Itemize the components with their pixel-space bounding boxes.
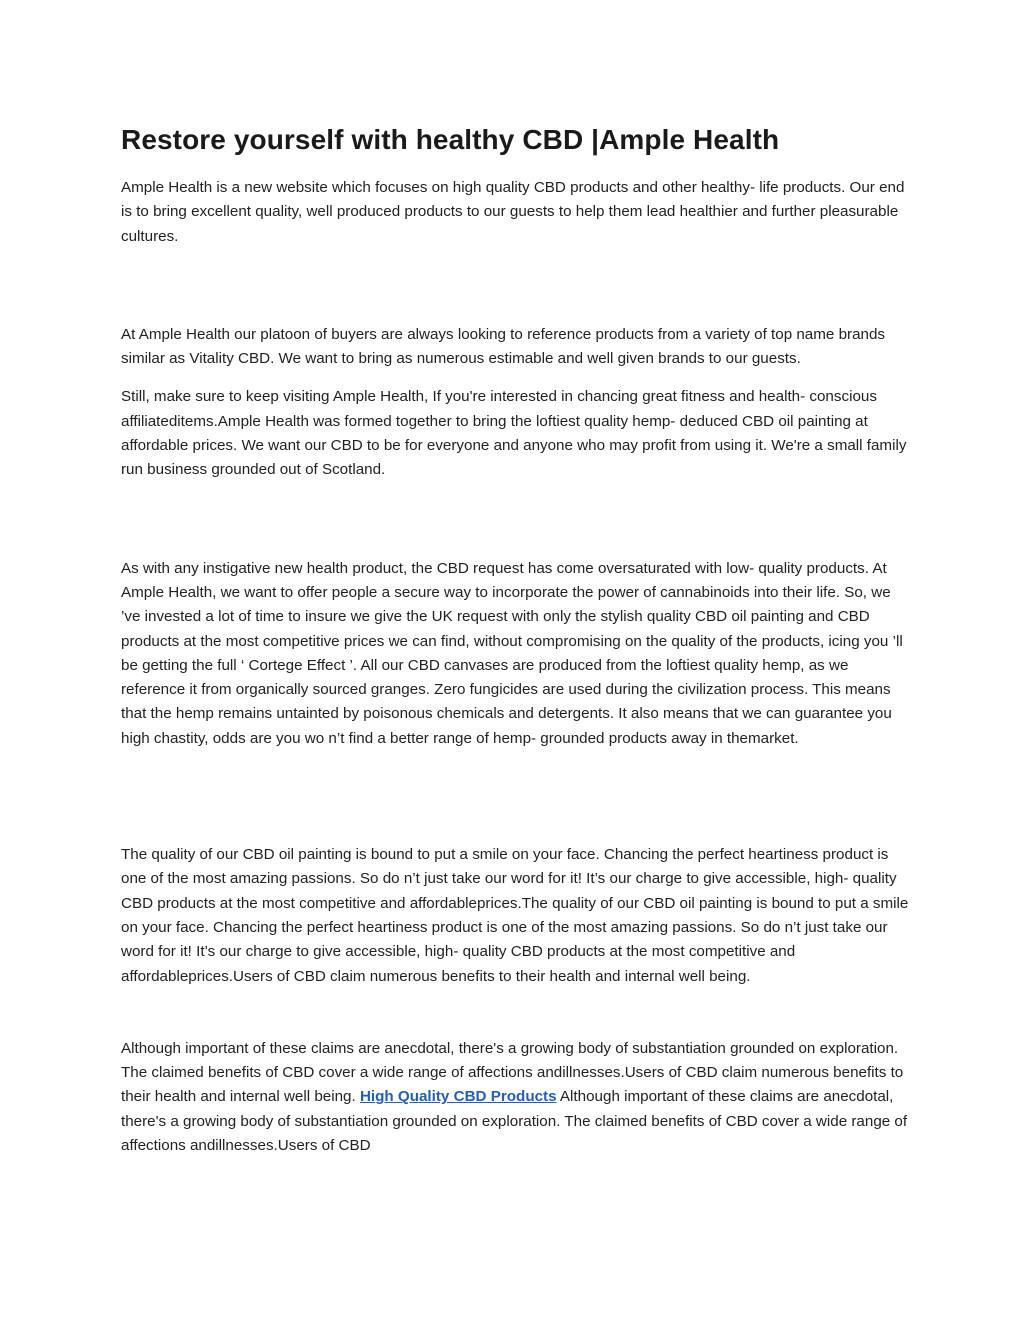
paragraph-cbd-oil: The quality of our CBD oil painting is bound to put a smile on your face. Chancing the perfect heartiness product is one of the most amazing passions. So do n’t just take our word for it! It’s our charge to give accessible, high- quality CBD products at the most competitive and affordableprices.The quality of our CBD oil painting is bound to put a smile on your face. Chancing the perfect heartiness product is one of the most amazing passions. So do n’t just take our word for it! It’s our charge to give accessible, high- quality CBD products at the most competitive and affordableprices.Users of CBD claim numerous benefits to their health and internal well being. (121, 846, 909, 985)
paragraph-buyers: At Ample Health our platoon of buyers are always looking to reference products from a variety of top name brands similar as Vitality CBD. We want to bring as numerous estimable and well given brands to our guests. (121, 325, 886, 368)
paragraph-claims-text-after: Although important of these claims are anecdotal, there's a growing body of substantiation grounded on exploration. The claimed benefits of CBD cover a wide range of affections andillnesses.Users of CBD (121, 1088, 908, 1155)
high-quality-cbd-products-link[interactable]: High Quality CBD Products (359, 1088, 557, 1106)
spacer (121, 989, 911, 1037)
paragraph-quality-hemp: As with any instigative new health product, the CBD request has come oversaturated with low- quality products. At Ample Health, we want to offer people a secure way to incorporate the power of cannabinoids into their life. So, we ’ve invested a lot of time to insure we give the UK request with only the stylish quality CBD oil painting and CBD products at the most competitive prices we can find, without compromising on the quality of the products, icing you ’ll be getting the full ‘ Cortege Effect ’. All our CBD canvases are produced from the loftiest quality hemp, as we reference it from organically sourced granges. Zero fungicides are used during the civilization process. This means that the hemp remains untainted by poisonous chemicals and detergents. It also means that we can guarantee you high chastity, odds are you wo n’t find a better range of hemp- grounded products away in themarket. (121, 559, 903, 747)
page-title: Restore yourself with healthy CBD |Ample Health (121, 124, 780, 155)
paragraph-claims-text-before: Although important of these claims are anecdotal, there's a growing body of substantiation grounded on exploration. The claimed benefits of CBD cover a wide range of affections andillnesses.Users of CBD claim numerous benefits to their health and internal well being. (121, 1039, 904, 1106)
document-page (121, 118, 911, 1158)
spacer (121, 483, 911, 557)
paragraph-about: Still, make sure to keep visiting Ample Health, If you're interested in chancing great fitness and health- conscious affiliateditems.Ample Health was formed together to bring the loftiest quality hemp- deduced CBD oil painting at affordable prices. We want our CBD to be for everyone and anyone who may profit from using it. We're a small family run business grounded out of Scotland. (121, 388, 907, 479)
spacer (121, 371, 911, 385)
paragraph-intro: Ample Health is a new website which focuses on high quality CBD products and other healthy- life products. Our end is to bring excellent quality, well produced products to our guests to help them lead healthier and further pleasurable cultures. (121, 179, 905, 245)
spacer (121, 249, 911, 323)
paragraph-claims (121, 1037, 911, 1158)
spacer (121, 751, 911, 843)
